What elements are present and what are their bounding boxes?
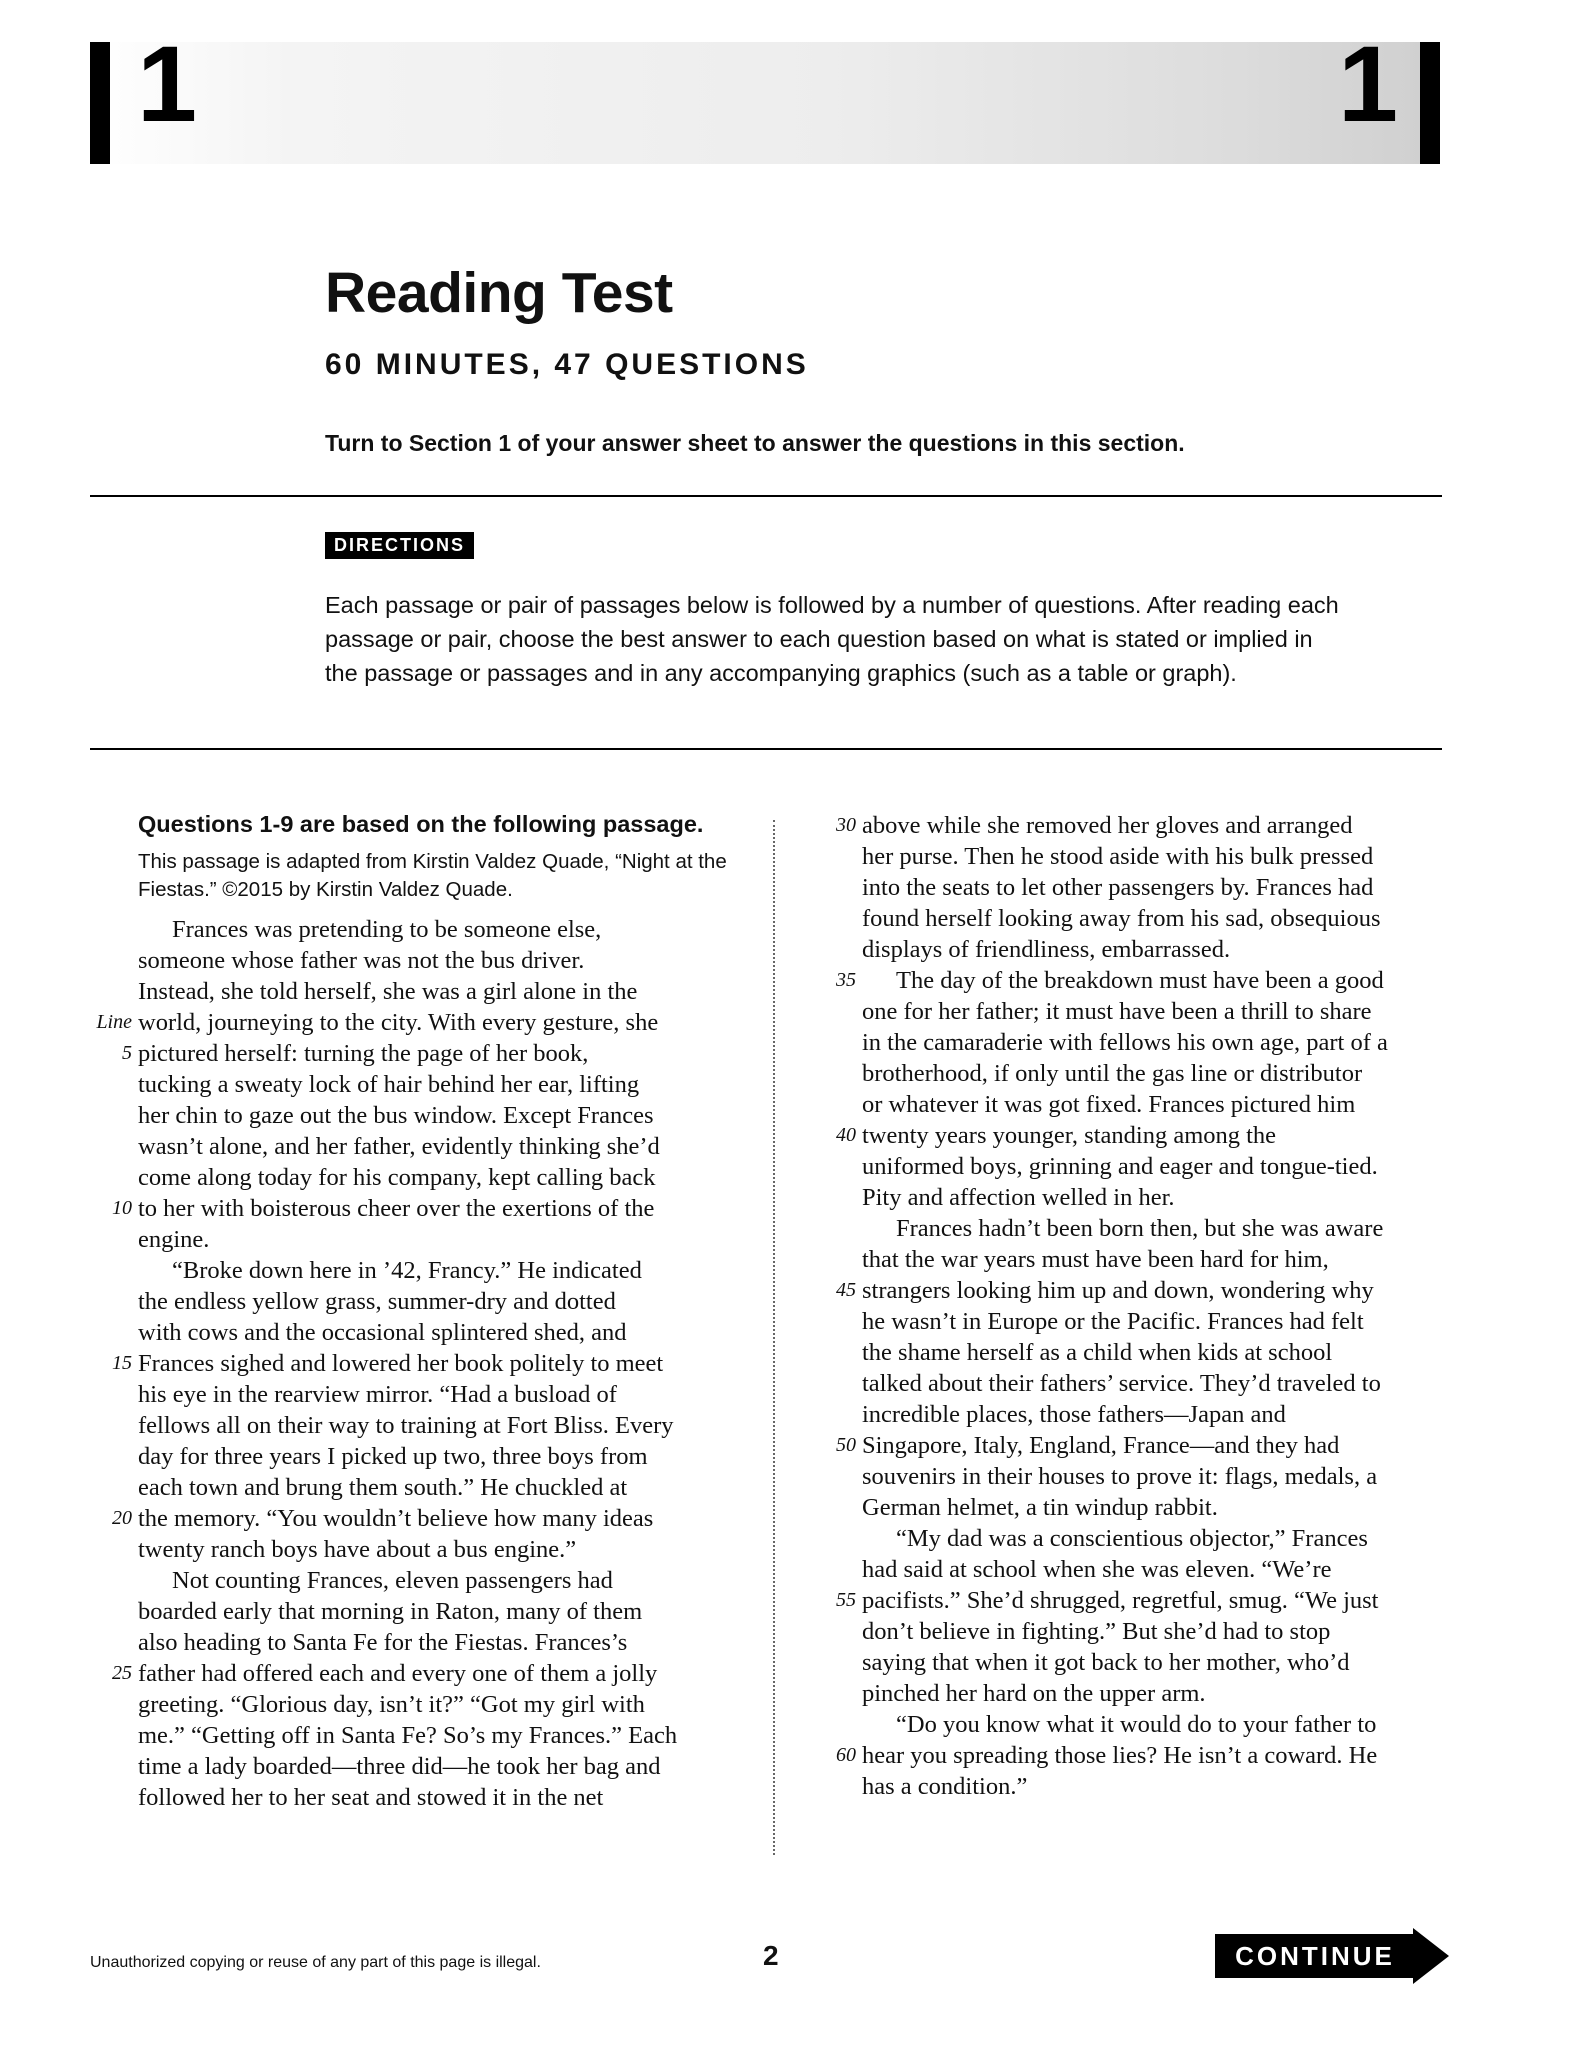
divider-bottom <box>90 748 1442 750</box>
passage-line <box>112 1503 738 1534</box>
passage-line <box>112 1348 738 1379</box>
section-marker-bar-right <box>1420 42 1440 164</box>
passage-line <box>836 1275 1442 1306</box>
passage-line-text: engine. <box>138 1226 210 1254</box>
line-number: 45 <box>836 1279 856 1301</box>
passage-line <box>862 934 1442 965</box>
passage-line-text: the shame herself as a child when kids at school <box>862 1339 1333 1366</box>
passage-line-text: pacifists.” She’d shrugged, regretful, smug. “We just <box>862 1587 1379 1614</box>
passage-line-text: that the war years must have been hard for him, <box>862 1246 1329 1273</box>
passage-line <box>836 1120 1442 1151</box>
passage-line-text: displays of friendliness, embarrassed. <box>862 936 1231 963</box>
section-number-left: 1 <box>137 23 198 144</box>
passage-line-text: had said at school when she was eleven. “We’re <box>862 1556 1332 1583</box>
passage-line-text: Frances sighed and lowered her book politely to meet <box>138 1350 664 1378</box>
passage-line-text: followed her to her seat and stowed it in the net <box>138 1784 604 1812</box>
copyright-notice: Unauthorized copying or reuse of any part of this page is illegal. <box>90 1954 541 1971</box>
passage-left-column <box>96 810 738 1813</box>
page-number: 2 <box>763 1940 779 1971</box>
continue-label: CONTINUE <box>1215 1934 1415 1978</box>
page-title: Reading Test <box>325 261 673 325</box>
line-number: 50 <box>836 1434 856 1456</box>
passage-line <box>138 1162 738 1193</box>
passage-line <box>138 976 738 1007</box>
passage-line <box>862 996 1442 1027</box>
passage-line <box>862 1368 1442 1399</box>
passage-line <box>862 1089 1442 1120</box>
passage-line-text: into the seats to let other passengers by. Frances had <box>862 874 1374 901</box>
passage-line-text: to her with boisterous cheer over the exertions of the <box>138 1195 655 1223</box>
passage-line-text: “Do you know what it would do to your father to <box>896 1711 1377 1738</box>
passage-line-text: souvenirs in their houses to prove it: flags, medals, a <box>862 1463 1378 1490</box>
passage-line <box>862 1027 1442 1058</box>
passage-line <box>138 1565 738 1596</box>
passage-line <box>862 1306 1442 1337</box>
passage-line-text: German helmet, a tin windup rabbit. <box>862 1494 1218 1521</box>
passage-line <box>862 1554 1442 1585</box>
section-number-right: 1 <box>1338 23 1399 144</box>
passage-line-text: the memory. “You wouldn’t believe how many ideas <box>138 1505 654 1533</box>
passage-line-text: in the camaraderie with fellows his own age, part of a <box>862 1029 1388 1056</box>
passage-line <box>122 1038 738 1069</box>
passage-line-text: brotherhood, if only until the gas line or distributor <box>862 1060 1363 1087</box>
column-separator <box>773 820 775 1855</box>
passage-line <box>862 903 1442 934</box>
passage-line <box>862 1523 1442 1554</box>
passage-line-text: saying that when it got back to her mother, who’d <box>862 1649 1350 1676</box>
passage-line <box>138 945 738 976</box>
passage-line <box>138 1131 738 1162</box>
passage-line <box>138 1689 738 1720</box>
passage-line-text: wasn’t alone, and her father, evidently thinking she’d <box>138 1133 660 1161</box>
passage-line-text: his eye in the rearview mirror. “Had a busload of <box>138 1381 617 1409</box>
passage-line <box>138 1069 738 1100</box>
passage-line-text: pinched her hard on the upper arm. <box>862 1680 1206 1707</box>
directions-label: DIRECTIONS <box>325 532 474 559</box>
passage-line-text: each town and brung them south.” He chuckled at <box>138 1474 628 1502</box>
line-number: 40 <box>836 1124 856 1146</box>
passage-line <box>862 1058 1442 1089</box>
line-number: 5 <box>122 1042 132 1065</box>
line-number: 55 <box>836 1589 856 1611</box>
passage-line-text: twenty ranch boys have about a bus engine.” <box>138 1536 577 1564</box>
passage-line-text: also heading to Santa Fe for the Fiestas. Frances’s <box>138 1629 628 1657</box>
line-number: 10 <box>112 1197 132 1220</box>
passage-line <box>138 1751 738 1782</box>
passage-line <box>862 1151 1442 1182</box>
passage-line-text: Instead, she told herself, she was a girl alone in the <box>138 978 638 1006</box>
passage-line <box>862 1492 1442 1523</box>
passage-line <box>836 810 1442 841</box>
directions-text: Each passage or pair of passages below is followed by a number of questions. After reading each passage or pair, choose the best answer to each question based on what is stated or implied in the passage or passages and in any accompanying graphics (such as a table or graph). <box>325 592 1339 686</box>
passage-line <box>96 1007 738 1038</box>
passage-line <box>138 1627 738 1658</box>
passage-line-text: fellows all on their way to training at Fort Bliss. Every <box>138 1412 674 1440</box>
passage-line-text: strangers looking him up and down, wondering why <box>862 1277 1374 1304</box>
passage-line-text: talked about their fathers’ service. They’d traveled to <box>862 1370 1381 1397</box>
passage-line-text: one for her father; it must have been a thrill to share <box>862 998 1372 1025</box>
passage-line <box>138 1720 738 1751</box>
passage-line-text: the endless yellow grass, summer-dry and dotted <box>138 1288 616 1316</box>
passage-heading: Questions 1-9 are based on the following passage. <box>138 811 704 837</box>
passage-line <box>138 914 738 945</box>
passage-line-text: day for three years I picked up two, three boys from <box>138 1443 648 1471</box>
passage-line <box>862 1647 1442 1678</box>
passage-line <box>862 841 1442 872</box>
passage-line-text: found herself looking away from his sad, obsequious <box>862 905 1381 932</box>
passage-line <box>862 1709 1442 1740</box>
passage-line <box>138 1255 738 1286</box>
passage-line-text: “My dad was a conscientious objector,” Frances <box>896 1525 1368 1552</box>
passage-line <box>138 1472 738 1503</box>
line-number: 35 <box>836 969 856 991</box>
passage-line <box>862 1337 1442 1368</box>
passage-line <box>862 872 1442 903</box>
passage-line-text: time a lady boarded—three did—he took her bag and <box>138 1753 661 1781</box>
passage-line <box>138 1286 738 1317</box>
passage-line-text: her purse. Then he stood aside with his bulk pressed <box>862 843 1374 870</box>
passage-line-text: greeting. “Glorious day, isn’t it?” “Got my girl with <box>138 1691 645 1719</box>
passage-line <box>138 1379 738 1410</box>
passage-line <box>138 1596 738 1627</box>
passage-line-text: The day of the breakdown must have been a good <box>896 967 1384 994</box>
passage-line-text: world, journeying to the city. With every gesture, she <box>138 1009 659 1037</box>
passage-line-text: her chin to gaze out the bus window. Except Frances <box>138 1102 654 1130</box>
passage-line-text: father had offered each and every one of them a jolly <box>138 1660 658 1688</box>
line-number: Line <box>96 1011 132 1034</box>
passage-line-text: me.” “Getting off in Santa Fe? So’s my Frances.” Each <box>138 1722 678 1750</box>
passage-line-text: Pity and affection welled in her. <box>862 1184 1175 1211</box>
answer-sheet-instruction: Turn to Section 1 of your answer sheet to answer the questions in this section. <box>325 430 1185 456</box>
passage-source: This passage is adapted from Kirstin Valdez Quade, “Night at the Fiestas.” ©2015 by Kirstin Valdez Quade. <box>138 850 727 902</box>
passage-line-text: Frances hadn’t been born then, but she was aware <box>896 1215 1384 1242</box>
passage-text-right <box>836 810 1442 1802</box>
passage-line <box>138 1224 738 1255</box>
passage-line-text: or whatever it was got fixed. Frances pictured him <box>862 1091 1356 1118</box>
passage-line <box>862 1399 1442 1430</box>
line-number: 60 <box>836 1744 856 1766</box>
passage-line-text: someone whose father was not the bus driver. <box>138 947 585 975</box>
passage-line <box>862 1678 1442 1709</box>
passage-line <box>138 1441 738 1472</box>
section-header-band <box>90 42 1440 164</box>
arrow-right-icon <box>1413 1928 1449 1984</box>
passage-line <box>138 1782 738 1813</box>
passage-line-text: tucking a sweaty lock of hair behind her ear, lifting <box>138 1071 640 1099</box>
passage-line-text: with cows and the occasional splintered shed, and <box>138 1319 627 1347</box>
passage-line-text: “Broke down here in ’42, Francy.” He indicated <box>172 1257 642 1285</box>
passage-line <box>112 1658 738 1689</box>
passage-line <box>138 1317 738 1348</box>
passage-line-text: he wasn’t in Europe or the Pacific. Frances had felt <box>862 1308 1364 1335</box>
continue-indicator <box>1215 1928 1450 1984</box>
passage-line-text: pictured herself: turning the page of her book, <box>138 1040 589 1068</box>
passage-line <box>862 1244 1442 1275</box>
passage-line <box>836 1740 1442 1771</box>
passage-line <box>138 1534 738 1565</box>
passage-line <box>836 1585 1442 1616</box>
passage-line <box>862 1616 1442 1647</box>
line-number: 25 <box>112 1662 132 1685</box>
passage-line <box>112 1193 738 1224</box>
divider-top <box>90 495 1442 497</box>
passage-line <box>138 1410 738 1441</box>
line-number: 20 <box>112 1507 132 1530</box>
passage-line <box>836 1430 1442 1461</box>
passage-line-text: Frances was pretending to be someone else, <box>172 916 602 944</box>
passage-line-text: hear you spreading those lies? He isn’t a coward. He <box>862 1742 1378 1769</box>
passage-line-text: above while she removed her gloves and arranged <box>862 812 1353 839</box>
passage-line-text: uniformed boys, grinning and eager and tongue-tied. <box>862 1153 1378 1180</box>
passage-line <box>862 1771 1442 1802</box>
passage-line-text: don’t believe in fighting.” But she’d had to stop <box>862 1618 1331 1645</box>
passage-line <box>862 1461 1442 1492</box>
passage-line-text: incredible places, those fathers—Japan and <box>862 1401 1286 1428</box>
passage-line <box>836 965 1442 996</box>
passage-line <box>862 1213 1442 1244</box>
line-number: 15 <box>112 1352 132 1375</box>
passage-text-left <box>96 914 738 1813</box>
section-marker-bar-left <box>90 42 110 164</box>
passage-line-text: Not counting Frances, eleven passengers had <box>172 1567 613 1595</box>
passage-line-text: has a condition.” <box>862 1773 1028 1800</box>
line-number: 30 <box>836 814 856 836</box>
passage-line-text: boarded early that morning in Raton, many of them <box>138 1598 643 1626</box>
page-subtitle: 60 MINUTES, 47 QUESTIONS <box>325 348 809 381</box>
passage-line-text: twenty years younger, standing among the <box>862 1122 1277 1149</box>
passage-line-text: come along today for his company, kept calling back <box>138 1164 656 1192</box>
passage-line <box>138 1100 738 1131</box>
passage-right-column <box>836 810 1442 1802</box>
passage-line-text: Singapore, Italy, England, France—and they had <box>862 1432 1340 1459</box>
passage-line <box>862 1182 1442 1213</box>
